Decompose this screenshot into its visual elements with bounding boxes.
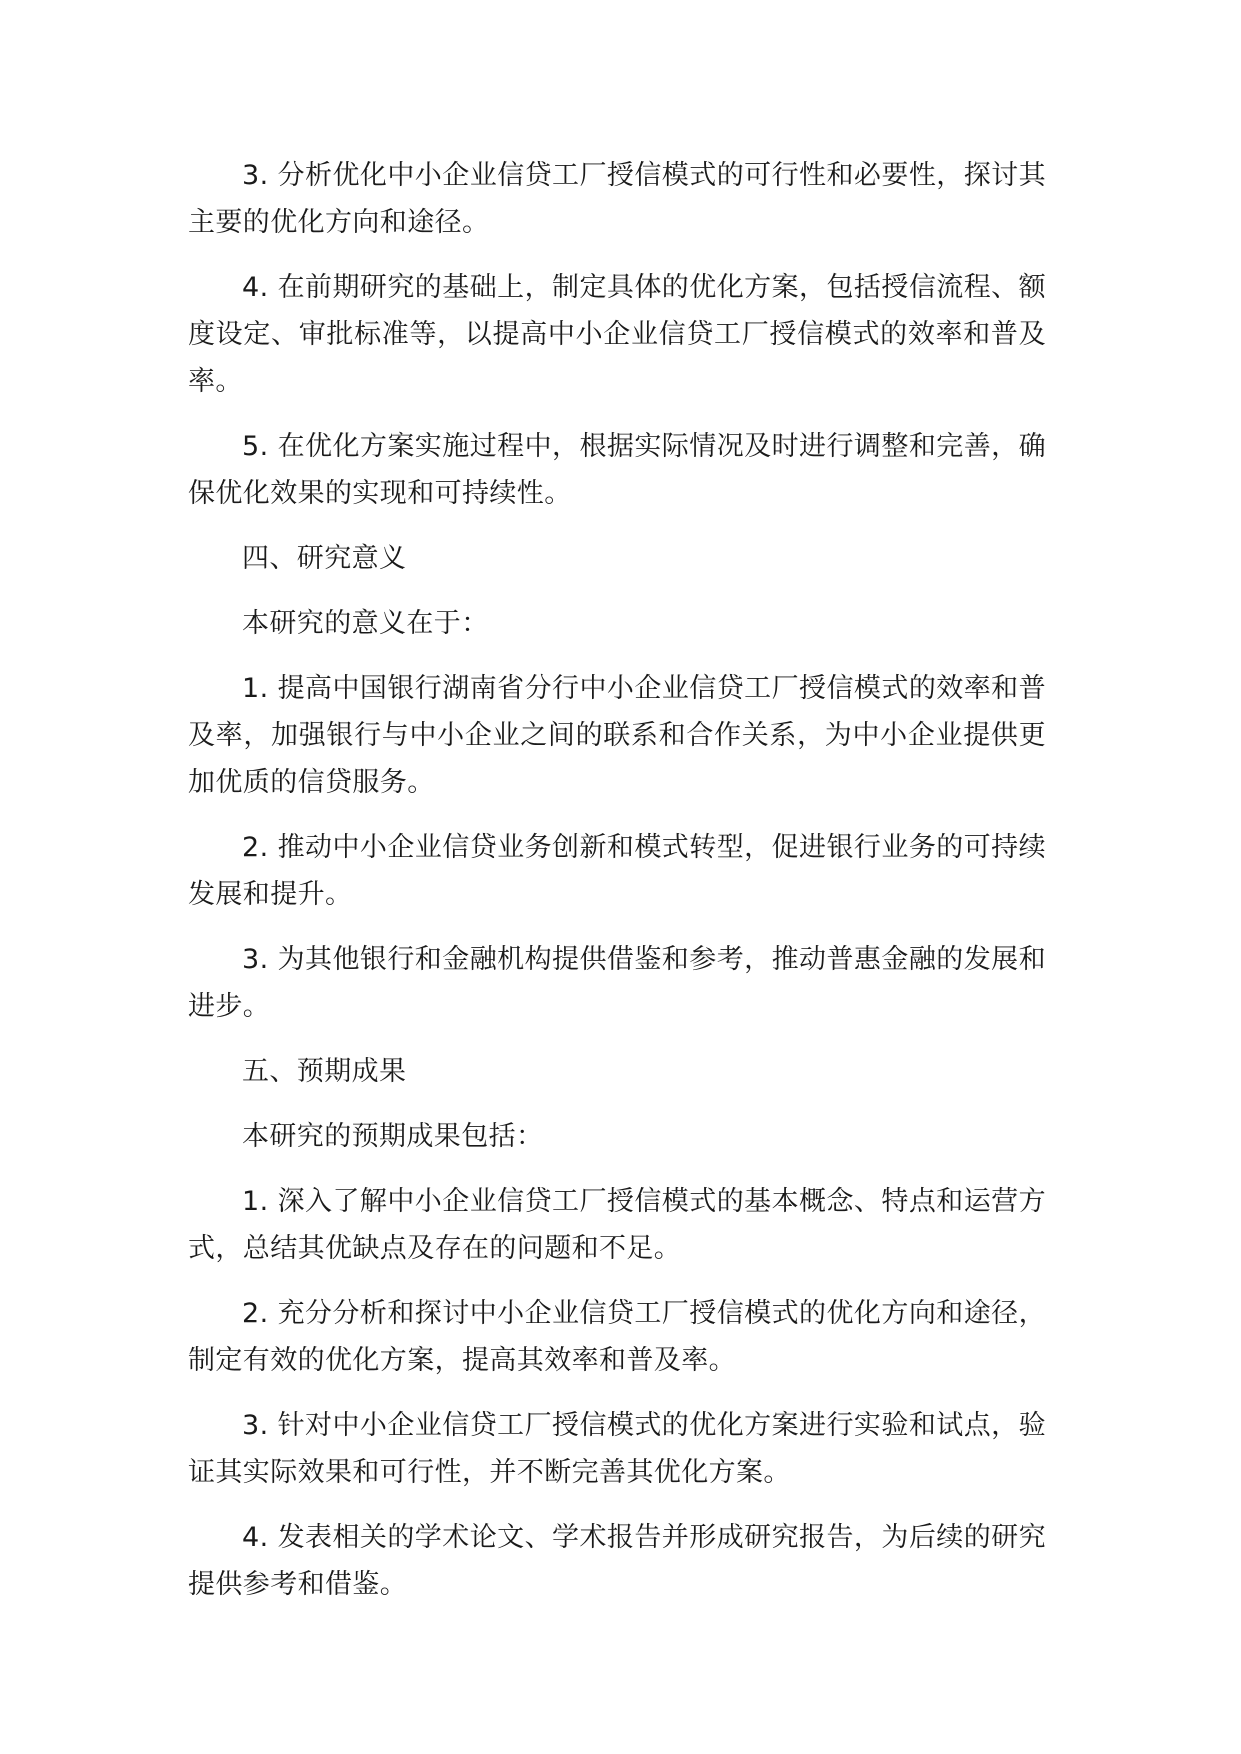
section-heading-research-significance: 四、研究意义 bbox=[242, 543, 407, 574]
paragraph-significance-1: 1. 提高中国银行湖南省分行中小企业信贷工厂授信模式的效率和普及率，加强银行与中小企业之间的联系和合作关系，为中小企业提供更加优质的信贷服务。 bbox=[188, 673, 1046, 798]
paragraph-plan-adjustment: 5. 在优化方案实施过程中，根据实际情况及时进行调整和完善，确保优化效果的实现和可持续性。 bbox=[188, 431, 1046, 509]
document-body bbox=[188, 152, 1046, 1626]
paragraph-significance-2: 2. 推动中小企业信贷业务创新和模式转型，促进银行业务的可持续发展和提升。 bbox=[188, 832, 1046, 910]
paragraph-result-1: 1. 深入了解中小企业信贷工厂授信模式的基本概念、特点和运营方式，总结其优缺点及存在的问题和不足。 bbox=[188, 1186, 1046, 1264]
paragraph-result-4: 4. 发表相关的学术论文、学术报告并形成研究报告，为后续的研究提供参考和借鉴。 bbox=[188, 1522, 1046, 1600]
paragraph-optimization-direction: 3. 分析优化中小企业信贷工厂授信模式的可行性和必要性，探讨其主要的优化方向和途径。 bbox=[188, 160, 1046, 238]
paragraph-optimization-plan: 4. 在前期研究的基础上，制定具体的优化方案，包括授信流程、额度设定、审批标准等，以提高中小企业信贷工厂授信模式的效率和普及率。 bbox=[188, 272, 1046, 397]
paragraph-significance-intro: 本研究的意义在于： bbox=[242, 608, 489, 639]
section-heading-expected-results: 五、预期成果 bbox=[242, 1056, 407, 1087]
paragraph-result-2: 2. 充分分析和探讨中小企业信贷工厂授信模式的优化方向和途径，制定有效的优化方案，提高其效率和普及率。 bbox=[188, 1298, 1046, 1376]
paragraph-results-intro: 本研究的预期成果包括： bbox=[242, 1121, 544, 1152]
paragraph-result-3: 3. 针对中小企业信贷工厂授信模式的优化方案进行实验和试点，验证其实际效果和可行性，并不断完善其优化方案。 bbox=[188, 1410, 1046, 1488]
paragraph-significance-3: 3. 为其他银行和金融机构提供借鉴和参考，推动普惠金融的发展和进步。 bbox=[188, 944, 1046, 1022]
